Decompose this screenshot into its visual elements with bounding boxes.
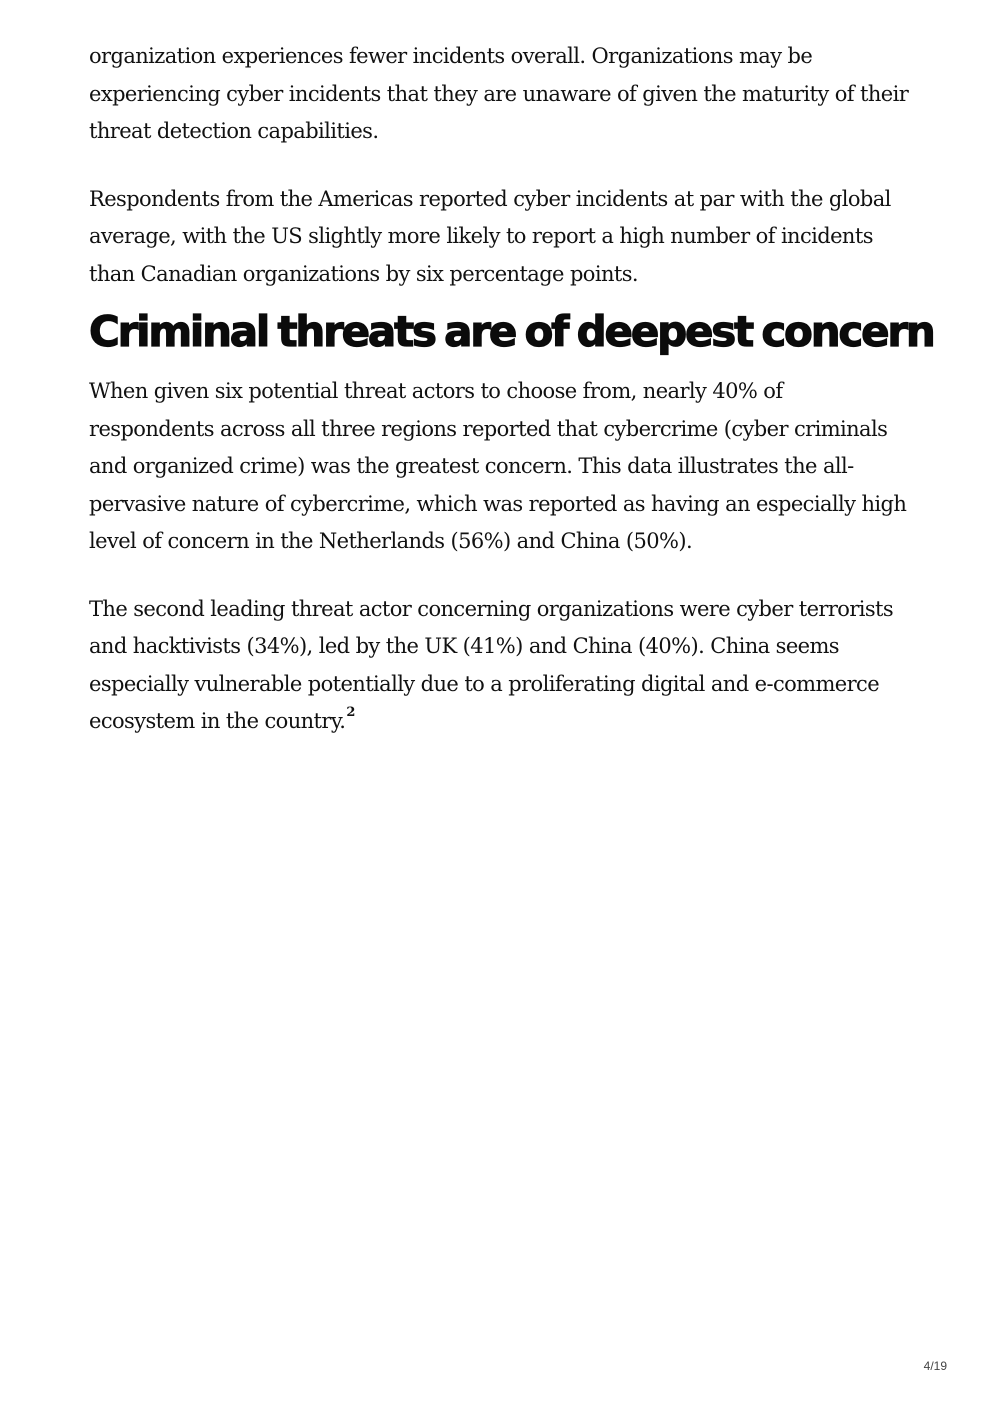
footnote-marker[interactable]: 2 <box>346 705 355 720</box>
paragraph-incidents-overall: organization experiences fewer incidents overall. Organizations may be experiencing cyber incidents that they are unaware of given the maturity of their threat detection capabilities. <box>89 44 909 143</box>
paragraph-cyber-terrorists <box>89 591 909 741</box>
section-heading: Criminal threats are of deepest concern <box>89 307 934 356</box>
paragraph-cyber-terrorists-text: The second leading threat actor concerning organizations were cyber terrorists and hacktivists (34%), led by the UK (41%) and China (40%). China seems especially vulnerable potentially due to a proliferating digital and e-commerce ecosystem in the country. <box>89 596 894 733</box>
page-number: 4/19 <box>923 1359 947 1373</box>
paragraph-cybercrime: When given six potential threat actors to choose from, nearly 40% of respondents across all three regions reported that cybercrime (cyber criminals and organized crime) was the greatest concern. This data illustrates the all-pervasive nature of cybercrime, which was reported as having an especially high level of concern in the Netherlands (56%) and China (50%). <box>89 379 907 553</box>
document-body <box>89 38 934 741</box>
paragraph-americas: Respondents from the Americas reported cyber incidents at par with the global average, with the US slightly more likely to report a high number of incidents than Canadian organizations by six percentage points. <box>89 186 891 286</box>
